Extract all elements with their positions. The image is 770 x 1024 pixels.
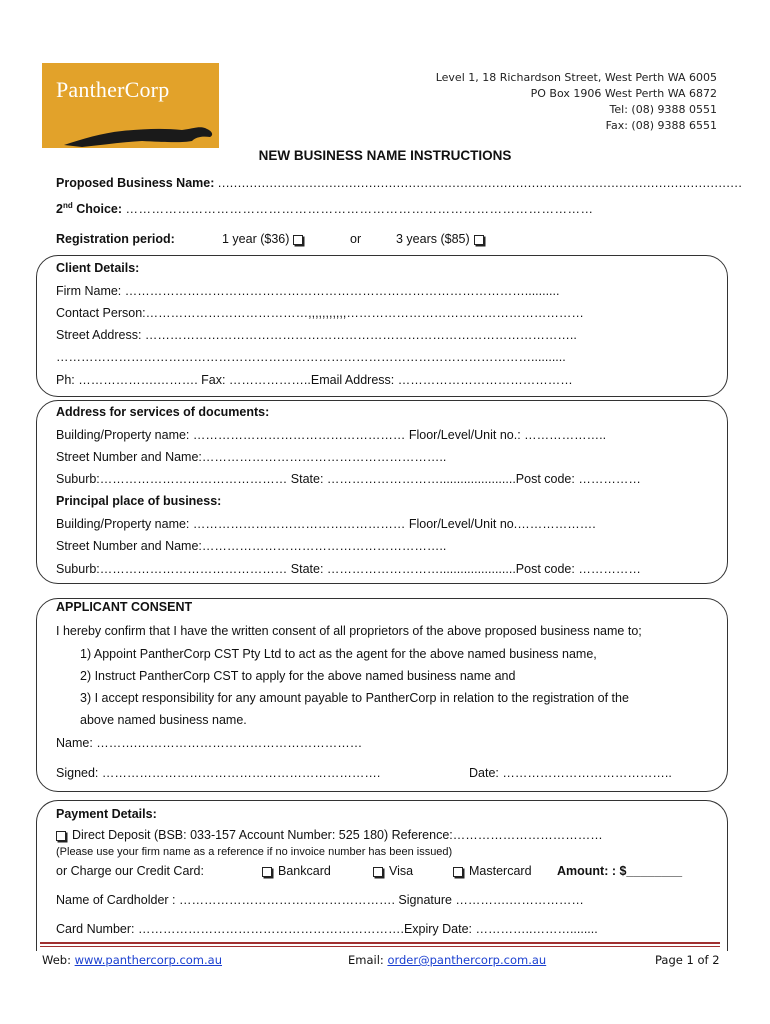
footer-web-label: Web: [42, 953, 75, 967]
option-3-years-label: 3 years ($85) [396, 232, 470, 246]
logo-word-panther: Panther [56, 77, 125, 102]
firm-name-field[interactable]: Firm Name: …………………………………………………………………………………….......... [56, 284, 560, 298]
consent-intro: I hereby confirm that I have the written consent of all proprietors of the above proposed business name to; [56, 624, 642, 638]
services-building-field[interactable]: Building/Property name: …………………………………………… Floor/Level/Unit no.: ……………….. [56, 428, 607, 442]
footer-email [348, 953, 546, 967]
card-number-expiry-field[interactable]: Card Number: ……………………………………………………….Expiry Date: …………..………........ [56, 922, 598, 936]
services-street-field[interactable]: Street Number and Name:………………………………………………….. [56, 450, 447, 464]
proposed-name-label: Proposed Business Name: [56, 176, 215, 190]
option-1-year[interactable] [222, 232, 303, 246]
client-details-heading: Client Details: [56, 261, 140, 275]
contact-numbers-field[interactable]: Ph: ……………….………. Fax: ………………..Email Address: …………………………………… [56, 373, 573, 387]
consent-item-3: 3) I accept responsibility for any amount payable to PantherCorp in relation to the registration of the [80, 691, 629, 705]
phone-line: Tel: (08) 9388 0551 [609, 103, 717, 116]
services-heading: Address for services of documents: [56, 405, 270, 419]
charge-card-label: or Charge our Credit Card: [56, 864, 204, 878]
mastercard-label: Mastercard [469, 864, 532, 878]
street-address-line2-field[interactable]: …………………………………………………………………………………………………….......... [56, 350, 566, 364]
visa-label: Visa [389, 864, 414, 878]
address-line: Level 1, 18 Richardson Street, West Perth WA 6005 [435, 71, 717, 84]
proposed-name-row[interactable] [56, 176, 742, 190]
or-text: or [350, 232, 362, 246]
company-address [436, 70, 717, 134]
principal-heading: Principal place of business: [56, 494, 222, 508]
consent-name-field[interactable]: Name: ……….……………………………………………… [56, 736, 363, 750]
option-1-year-label: 1 year ($36) [222, 232, 290, 246]
registration-period-row [56, 232, 175, 246]
services-suburb-field[interactable]: Suburb:……………………………………… State: ………………………......................Post code: …………… [56, 472, 641, 486]
cardholder-signature-field[interactable]: Name of Cardholder : ……………………………………………. Signature ………….……………… [56, 893, 584, 907]
page-title: NEW BUSINESS NAME INSTRUCTIONS [258, 148, 512, 163]
option-3-years[interactable] [396, 232, 484, 246]
footer-email-label: Email: [348, 953, 388, 967]
checkbox-3-years[interactable] [474, 235, 484, 245]
email-link[interactable]: order@panthercorp.com.au [387, 953, 547, 967]
panther-silhouette-icon [42, 63, 219, 148]
consent-item-3-cont: above named business name. [80, 713, 247, 727]
visa-option[interactable] [373, 864, 413, 878]
bankcard-label: Bankcard [278, 864, 331, 878]
consent-date-field[interactable]: Date: ………………………………….. [469, 766, 672, 780]
direct-deposit-option[interactable] [56, 828, 603, 842]
logo-word-corp: Corp [124, 77, 170, 102]
consent-item-2: 2) Instruct PantherCorp CST to apply for the above named business name and [80, 669, 516, 683]
footer-divider [40, 942, 720, 944]
consent-heading: APPLICANT CONSENT [56, 600, 193, 614]
footer-web [42, 953, 222, 967]
second-choice-field[interactable]: ……………………………………………………………………………………………… [125, 202, 594, 217]
consent-signed-field[interactable]: Signed: …………………………………………………………. [56, 766, 381, 780]
contact-person-field[interactable]: Contact Person:…………………………………,,,,,,,,,,,………………………………………………… [56, 306, 584, 320]
checkbox-bankcard[interactable] [262, 867, 272, 877]
amount-field[interactable]: Amount: : $________ [557, 864, 683, 878]
checkbox-1-year[interactable] [293, 235, 303, 245]
principal-suburb-field[interactable]: Suburb:……………………………………… State: ………………………......................Post code: …………… [56, 562, 641, 576]
payment-heading: Payment Details: [56, 807, 157, 821]
mastercard-option[interactable] [453, 864, 532, 878]
deposit-note: (Please use your firm name as a reference if no invoice number has been issued) [56, 846, 453, 858]
fax-line: Fax: (08) 9388 6551 [605, 119, 717, 132]
principal-building-field[interactable]: Building/Property name: …………………………………………… Floor/Level/Unit no.………………. [56, 517, 596, 531]
second-choice-row[interactable] [56, 201, 594, 216]
checkbox-direct-deposit[interactable] [56, 831, 66, 841]
direct-deposit-label: Direct Deposit (BSB: 033-157 Account Number: 525 180) Reference:……………………………… [72, 828, 603, 842]
proposed-name-field[interactable]: .................................................................................................................................... [217, 176, 743, 190]
address-line: PO Box 1906 West Perth WA 6872 [530, 87, 717, 100]
consent-item-1: 1) Appoint PantherCorp CST Pty Ltd to act as the agent for the above named business name, [80, 647, 597, 661]
checkbox-mastercard[interactable] [453, 867, 463, 877]
principal-street-field[interactable]: Street Number and Name:………………………………………………….. [56, 539, 447, 553]
footer-divider-thin [40, 946, 720, 947]
bankcard-option[interactable] [262, 864, 331, 878]
second-choice-label: 2nd Choice: [56, 201, 123, 217]
checkbox-visa[interactable] [373, 867, 383, 877]
street-address-field[interactable]: Street Address: ………………………………………………………………………………………….. [56, 328, 577, 342]
registration-period-label: Registration period: [56, 232, 175, 246]
web-link[interactable]: www.panthercorp.com.au [74, 953, 223, 967]
panthercorp-logo [42, 63, 219, 148]
page-number: Page 1 of 2 [655, 953, 720, 967]
